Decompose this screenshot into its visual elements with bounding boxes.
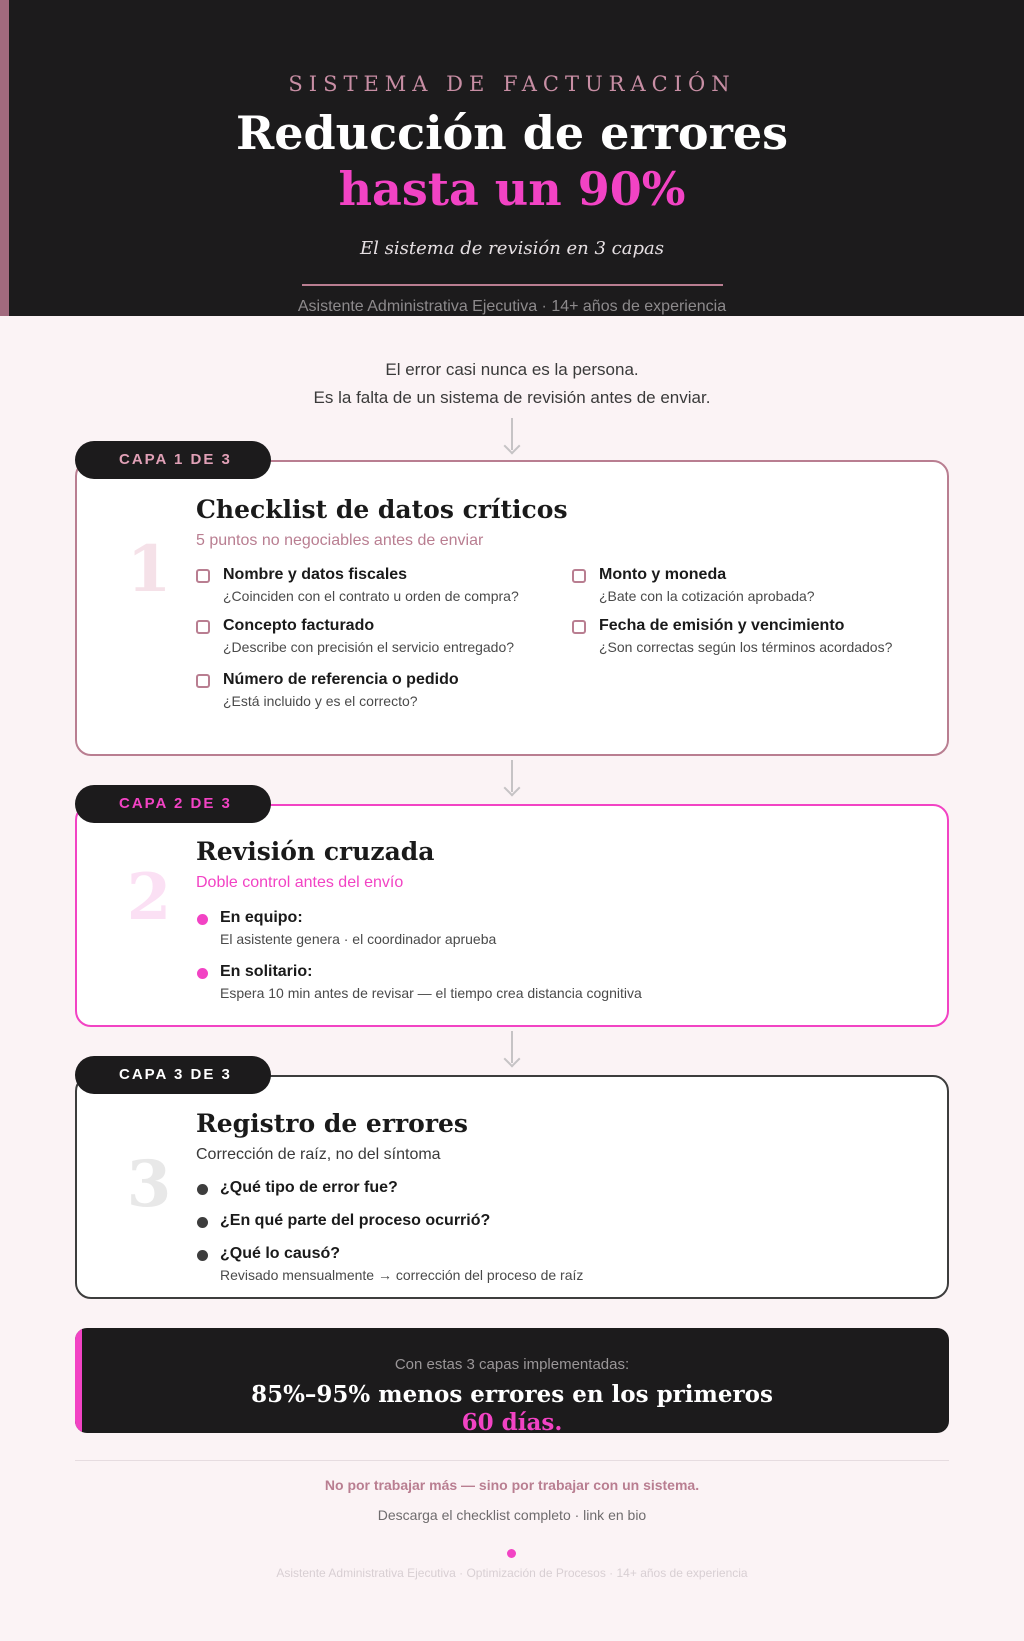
- intro-line-1: El error casi nunca es la persona.: [385, 360, 639, 379]
- layer-card-2: [75, 804, 949, 1027]
- footer-cta: Descarga el checklist completo · link en bio: [377, 1507, 647, 1523]
- hero-meta: Asistente Administrativa Ejecutiva · 14+ años de experiencia: [297, 298, 727, 315]
- hero-title: Reducción de errores: [236, 106, 788, 160]
- bullet-icon: [197, 1250, 208, 1261]
- checklist-item-title: Número de referencia o pedido: [223, 671, 459, 688]
- hero-header: [0, 0, 1024, 316]
- hero-eyebrow: SISTEMA DE FACTURACIÓN: [288, 72, 736, 96]
- list-item-desc: Revisado mensualmente → corrección del proceso de raíz: [220, 1267, 584, 1283]
- bullet-icon: [197, 1217, 208, 1228]
- checkbox-icon[interactable]: [196, 569, 210, 583]
- result-main-text: 85%–95% menos errores en los primeros: [251, 1381, 773, 1408]
- footer-divider: [75, 1460, 949, 1461]
- list-item-title: ¿Qué lo causó?: [220, 1245, 341, 1262]
- arrow-down-icon: [505, 760, 519, 796]
- checklist-item-title: Monto y moneda: [599, 566, 727, 583]
- bullet-icon: [197, 968, 208, 979]
- layer-subtitle: Corrección de raíz, no del síntoma: [196, 1146, 441, 1163]
- result-highlight: 60 días.: [461, 1409, 563, 1433]
- intro-line-2: Es la falta de un sistema de revisión antes de enviar.: [313, 388, 711, 407]
- layer-badge-1: CAPA 1 DE 3: [75, 441, 271, 479]
- list-item-desc: Espera 10 min antes de revisar — el tiempo crea distancia cognitiva: [220, 985, 642, 1001]
- layer-card-1: [75, 460, 949, 756]
- checkbox-icon[interactable]: [572, 620, 586, 634]
- hero-title-highlight: hasta un 90%: [338, 162, 686, 216]
- checklist-item-title: Nombre y datos fiscales: [223, 566, 408, 583]
- checklist-item-desc: ¿Bate con la cotización aprobada?: [599, 588, 815, 604]
- arrow-down-icon: [505, 418, 519, 454]
- checklist-item-desc: ¿Coinciden con el contrato u orden de compra?: [223, 588, 519, 604]
- hero-subtitle: El sistema de revisión en 3 capas: [360, 238, 664, 259]
- layer-badge-3: CAPA 3 DE 3: [75, 1056, 271, 1094]
- result-banner: [75, 1328, 949, 1433]
- layer-subtitle: 5 puntos no negociables antes de enviar: [196, 532, 484, 549]
- hero-divider: [302, 284, 723, 286]
- list-item-title: En equipo:: [220, 909, 303, 926]
- footer-meta: Asistente Administrativa Ejecutiva · Optimización de Procesos · 14+ años de experiencia: [276, 1566, 748, 1580]
- layer-title: Registro de errores: [196, 1109, 468, 1138]
- layer-subtitle: Doble control antes del envío: [196, 874, 404, 891]
- intro-text: [0, 356, 1024, 412]
- layer-badge-2: CAPA 2 DE 3: [75, 785, 271, 823]
- layer-number: 1: [126, 532, 172, 607]
- dot-icon: [507, 1549, 516, 1558]
- result-intro: Con estas 3 capas implementadas:: [394, 1356, 630, 1373]
- checkbox-icon[interactable]: [196, 674, 210, 688]
- list-item-title: ¿Qué tipo de error fue?: [220, 1179, 398, 1196]
- checklist-item-desc: ¿Son correctas según los términos acordados?: [599, 639, 893, 655]
- footer-tagline: No por trabajar más — sino por trabajar con un sistema.: [324, 1477, 700, 1493]
- layer-number: 3: [126, 1147, 172, 1222]
- checkbox-icon[interactable]: [572, 569, 586, 583]
- list-item-title: En solitario:: [220, 963, 313, 980]
- list-item-title: ¿En qué parte del proceso ocurrió?: [220, 1212, 491, 1229]
- layer-title: Revisión cruzada: [196, 837, 435, 866]
- layer-card-3: [75, 1075, 949, 1299]
- checkbox-icon[interactable]: [196, 620, 210, 634]
- arrow-down-icon: [505, 1031, 519, 1067]
- checklist-item-title: Concepto facturado: [223, 617, 375, 634]
- bullet-icon: [197, 1184, 208, 1195]
- layer-number: 2: [126, 860, 172, 935]
- checklist-item-desc: ¿Está incluido y es el correcto?: [223, 693, 418, 709]
- checklist-item-desc: ¿Describe con precisión el servicio entregado?: [223, 639, 515, 655]
- checklist-item-title: Fecha de emisión y vencimiento: [599, 617, 845, 634]
- result-statement: [75, 1381, 949, 1433]
- bullet-icon: [197, 914, 208, 925]
- list-item-desc: El asistente genera · el coordinador aprueba: [220, 931, 497, 947]
- layer-title: Checklist de datos críticos: [196, 495, 568, 524]
